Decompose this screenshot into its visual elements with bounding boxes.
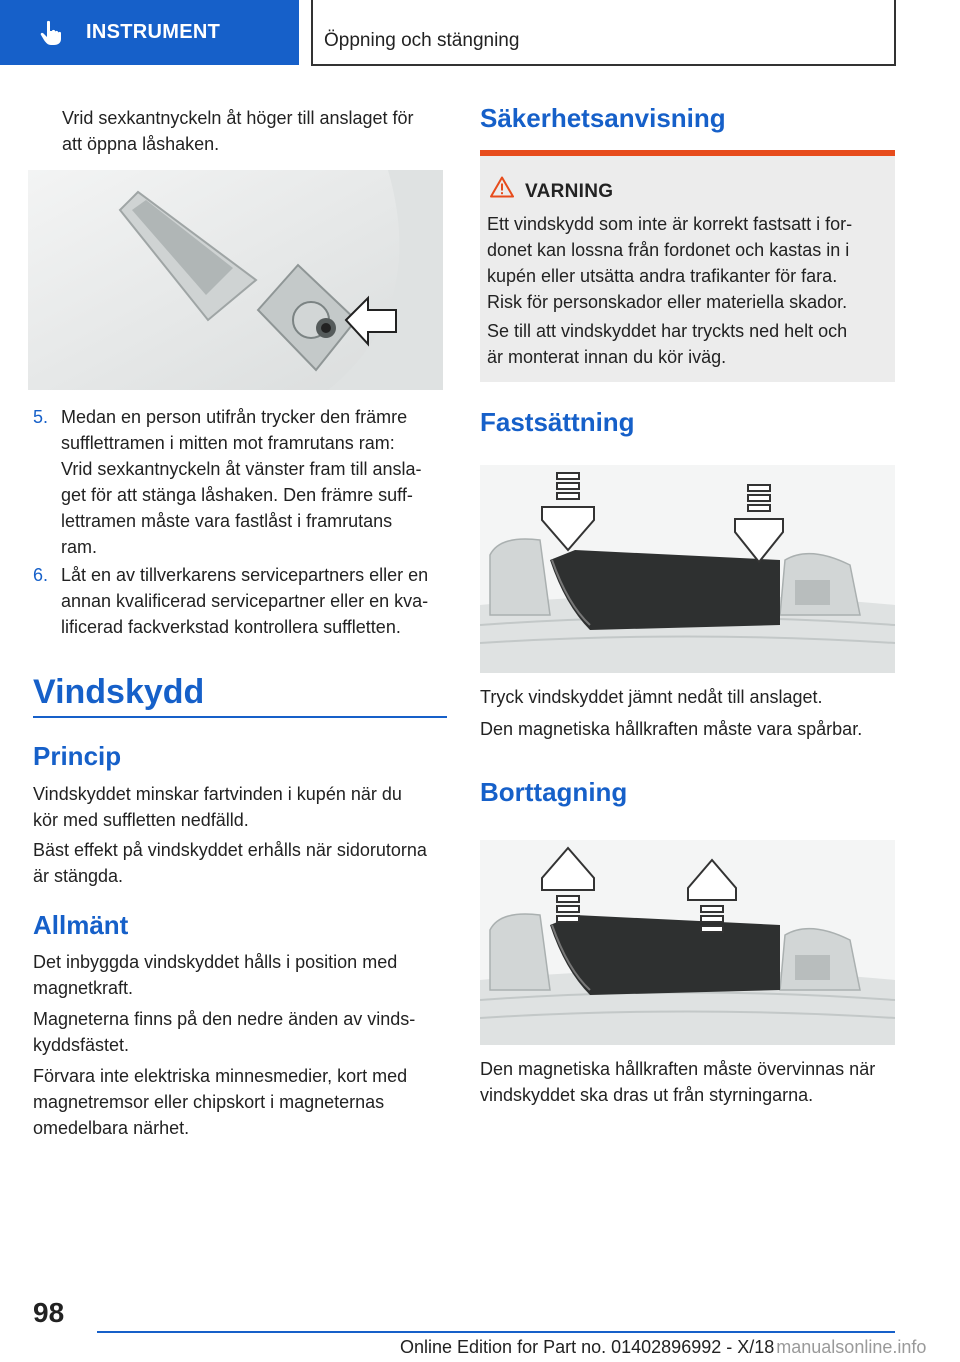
text-line: magnetkraft. xyxy=(33,978,134,998)
text-line: Risk för personskador eller materiella skador. xyxy=(487,292,848,312)
text-line: lificerad fackverkstad kontrollera suffletten. xyxy=(61,617,401,637)
text-line: Det inbyggda vindskyddet hålls i position med xyxy=(33,952,398,972)
text-line: lettramen måste vara fastlåst i framrutans xyxy=(61,511,393,531)
text-line: Låt en av tillverkarens servicepartners eller en xyxy=(61,565,429,585)
intro-text xyxy=(62,105,452,157)
warning-paragraph-1 xyxy=(487,211,892,315)
princip-paragraph-1 xyxy=(33,781,453,833)
step-number: 6. xyxy=(33,565,49,585)
text-line: sufflettramen i mitten mot framrutans ram: xyxy=(61,433,395,453)
text-line: Förvara inte elektriska minnesmedier, kort med xyxy=(33,1066,408,1086)
main-heading: Vindskydd xyxy=(33,673,205,711)
borttagning-heading: Borttagning xyxy=(480,777,628,807)
step-number: 5. xyxy=(33,407,49,427)
safety-heading: Säkerhetsanvisning xyxy=(480,103,726,133)
fastsattning-paragraph-1: Tryck vindskyddet jämnt nedåt till anslaget. xyxy=(480,687,823,707)
princip-heading: Princip xyxy=(33,741,122,771)
latch-image xyxy=(28,170,443,390)
text-line: kör med suffletten nedfälld. xyxy=(33,810,249,830)
watermark-text: manualsonline.info xyxy=(776,1337,927,1357)
heading-rule xyxy=(33,716,447,718)
text-line: donet kan lossna från fordonet och kastas in i xyxy=(487,240,850,260)
princip-paragraph-2 xyxy=(33,837,453,889)
text-line: Ett vindskydd som inte är korrekt fastsatt i for‐ xyxy=(487,214,853,234)
text-line: Se till att vindskyddet har tryckts ned helt och xyxy=(487,321,848,341)
text-line: Vrid sexkantnyckeln åt vänster fram till ansla‐ xyxy=(61,459,422,479)
text-line: omedelbara närhet. xyxy=(33,1118,190,1138)
warning-box xyxy=(480,150,895,382)
fastsattning-heading: Fastsättning xyxy=(480,407,635,437)
text-line: annan kvalificerad servicepartner eller en kva‐ xyxy=(61,591,429,611)
step-6 xyxy=(33,562,453,640)
footer-rule xyxy=(97,1331,895,1333)
text-line: vindskyddet ska dras ut från styrningarna. xyxy=(480,1085,814,1105)
text-line: Vrid sexkantnyckeln åt höger till anslaget för xyxy=(62,108,414,128)
text-line: get för att stänga låshaken. Den främre suff‐ xyxy=(61,485,413,505)
borttagning-paragraph xyxy=(480,1056,900,1108)
text-line: är stängda. xyxy=(33,866,124,886)
footer-edition xyxy=(400,1337,927,1358)
allmant-heading: Allmänt xyxy=(33,910,129,940)
warning-triangle-icon xyxy=(490,176,514,198)
allmant-paragraph-2 xyxy=(33,1006,453,1058)
step-5 xyxy=(33,404,453,560)
text-line: Magneterna finns på den nedre änden av vinds‐ xyxy=(33,1009,416,1029)
text-line: kupén eller utsätta andra trafikanter för fara. xyxy=(487,266,838,286)
text-line: magnetremsor eller chipskort i magneternas xyxy=(33,1092,385,1112)
fastsattning-paragraph-2: Den magnetiska hållkraften måste vara spårbar. xyxy=(480,719,863,739)
page-number: 98 xyxy=(33,1297,65,1328)
hand-icon xyxy=(40,20,64,46)
deflector-install-image xyxy=(480,465,895,673)
chapter-tab[interactable] xyxy=(0,0,299,65)
text-line: Medan en person utifrån trycker den främre xyxy=(61,407,408,427)
text-line: kyddsfästet. xyxy=(33,1035,130,1055)
text-line: Den magnetiska hållkraften måste övervinnas när xyxy=(480,1059,876,1079)
section-title: Öppning och stängning xyxy=(311,0,896,66)
text-line: Bäst effekt på vindskyddet erhålls när sidorutorna xyxy=(33,840,427,860)
text-line: Vindskyddet minskar fartvinden i kupén när du xyxy=(33,784,402,804)
text-line: ram. xyxy=(61,537,97,557)
warning-paragraph-2 xyxy=(487,318,892,370)
deflector-removal-image xyxy=(480,840,895,1045)
warning-label: VARNING xyxy=(525,181,614,202)
allmant-paragraph-1 xyxy=(33,949,453,1001)
text-line: att öppna låshaken. xyxy=(62,134,220,154)
text-line: är monterat innan du kör iväg. xyxy=(487,347,727,367)
allmant-paragraph-3 xyxy=(33,1063,453,1141)
chapter-label: INSTRUMENT xyxy=(86,21,221,43)
edition-text: Online Edition for Part no. 01402896992 - X/18 xyxy=(400,1337,775,1357)
